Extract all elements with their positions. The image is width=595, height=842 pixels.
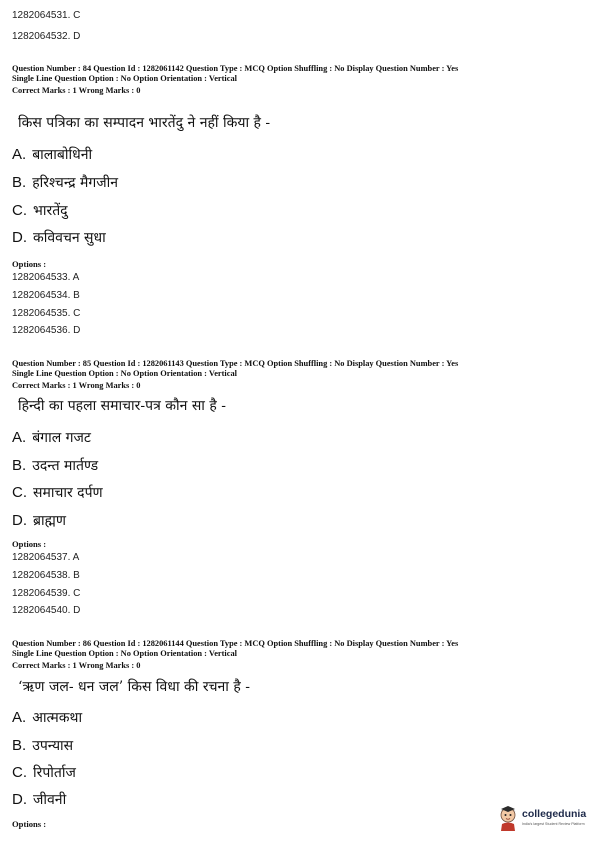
- collegedunia-logo: [496, 804, 591, 834]
- choice-letter: C.: [12, 484, 27, 501]
- choice-letter: C.: [12, 202, 27, 219]
- choice-letter: D.: [12, 229, 27, 246]
- question-meta-84: [12, 64, 587, 96]
- choice-letter: A.: [12, 709, 27, 726]
- option-id-line: 1282064537. A: [12, 552, 80, 563]
- choice-text: कविवचन सुधा: [33, 230, 106, 246]
- choice-d: [12, 228, 106, 248]
- question-meta-line: Question Number : 84 Question Id : 1282061142 Question Type : MCQ Option Shuffling : No Display Question Number : Yes: [12, 64, 459, 73]
- choice-text: बालाबोधिनी: [32, 147, 93, 163]
- choice-letter: B.: [12, 737, 27, 754]
- choice-text: समाचार दर्पण: [33, 485, 103, 501]
- question-meta-85: [12, 359, 587, 391]
- choice-a: [12, 428, 91, 448]
- student-mascot-icon: [496, 804, 520, 832]
- prev-option-line: 1282064531. C: [12, 10, 81, 21]
- option-id-line: 1282064539. C: [12, 588, 81, 599]
- prev-option-line: 1282064532. D: [12, 31, 81, 42]
- option-id-line: 1282064536. D: [12, 325, 81, 336]
- option-id-line: 1282064533. A: [12, 272, 80, 283]
- option-id-line: 1282064538. B: [12, 570, 80, 581]
- choice-letter: B.: [12, 174, 27, 191]
- choice-a: [12, 145, 92, 165]
- choice-letter: A.: [12, 146, 27, 163]
- choice-c: [12, 763, 76, 783]
- question-meta-line: Single Line Question Option : No Option Orientation : Vertical: [12, 73, 237, 83]
- question-text-84: किस पत्रिका का सम्पादन भारतेंदु ने नहीं किया है -: [18, 115, 271, 131]
- question-text-86: ‘ऋण जल- धन जल’ किस विधा की रचना है -: [18, 679, 250, 695]
- choice-text: रिपोर्ताज: [33, 765, 76, 781]
- choice-letter: C.: [12, 764, 27, 781]
- choice-letter: D.: [12, 512, 27, 529]
- choice-text: बंगाल गजट: [32, 430, 91, 446]
- choice-text: जीवनी: [33, 792, 67, 808]
- marks-line: Correct Marks : 1 Wrong Marks : 0: [12, 661, 141, 671]
- choice-text: भारतेंदु: [33, 203, 68, 219]
- choice-text: उदन्त मार्तण्ड: [32, 458, 99, 474]
- options-label: Options :: [12, 819, 47, 829]
- choice-text: ब्राह्मण: [33, 513, 66, 529]
- option-id-line: 1282064534. B: [12, 290, 80, 301]
- question-meta-line: Single Line Question Option : No Option Orientation : Vertical: [12, 368, 237, 378]
- choice-b: [12, 736, 73, 756]
- choice-a: [12, 708, 82, 728]
- question-meta-line: Single Line Question Option : No Option Orientation : Vertical: [12, 648, 237, 658]
- choice-c: [12, 201, 68, 221]
- question-meta-86: [12, 639, 587, 671]
- question-meta-line: Question Number : 86 Question Id : 1282061144 Question Type : MCQ Option Shuffling : No Display Question Number : Yes: [12, 639, 459, 648]
- logo-wordmark: collegedunia: [522, 808, 587, 820]
- choice-text: हरिश्चन्द्र मैगजीन: [32, 175, 119, 191]
- option-id-line: 1282064535. C: [12, 308, 81, 319]
- choice-letter: B.: [12, 457, 27, 474]
- choice-text: आत्मकथा: [32, 710, 83, 726]
- marks-line: Correct Marks : 1 Wrong Marks : 0: [12, 86, 141, 96]
- choice-letter: D.: [12, 791, 27, 808]
- choice-d: [12, 511, 66, 531]
- options-label: Options :: [12, 259, 47, 269]
- choice-letter: A.: [12, 429, 27, 446]
- choice-b: [12, 456, 98, 476]
- option-id-line: 1282064540. D: [12, 605, 81, 616]
- choice-b: [12, 173, 118, 193]
- choice-c: [12, 483, 103, 503]
- choice-text: उपन्यास: [32, 738, 74, 754]
- marks-line: Correct Marks : 1 Wrong Marks : 0: [12, 381, 141, 391]
- choice-d: [12, 790, 66, 810]
- logo-tagline: India's largest Student Review Platform: [522, 822, 585, 826]
- question-meta-line: Question Number : 85 Question Id : 1282061143 Question Type : MCQ Option Shuffling : No Display Question Number : Yes: [12, 359, 459, 368]
- question-text-85: हिन्दी का पहला समाचार-पत्र कौन सा है -: [18, 398, 226, 414]
- options-label: Options :: [12, 539, 47, 549]
